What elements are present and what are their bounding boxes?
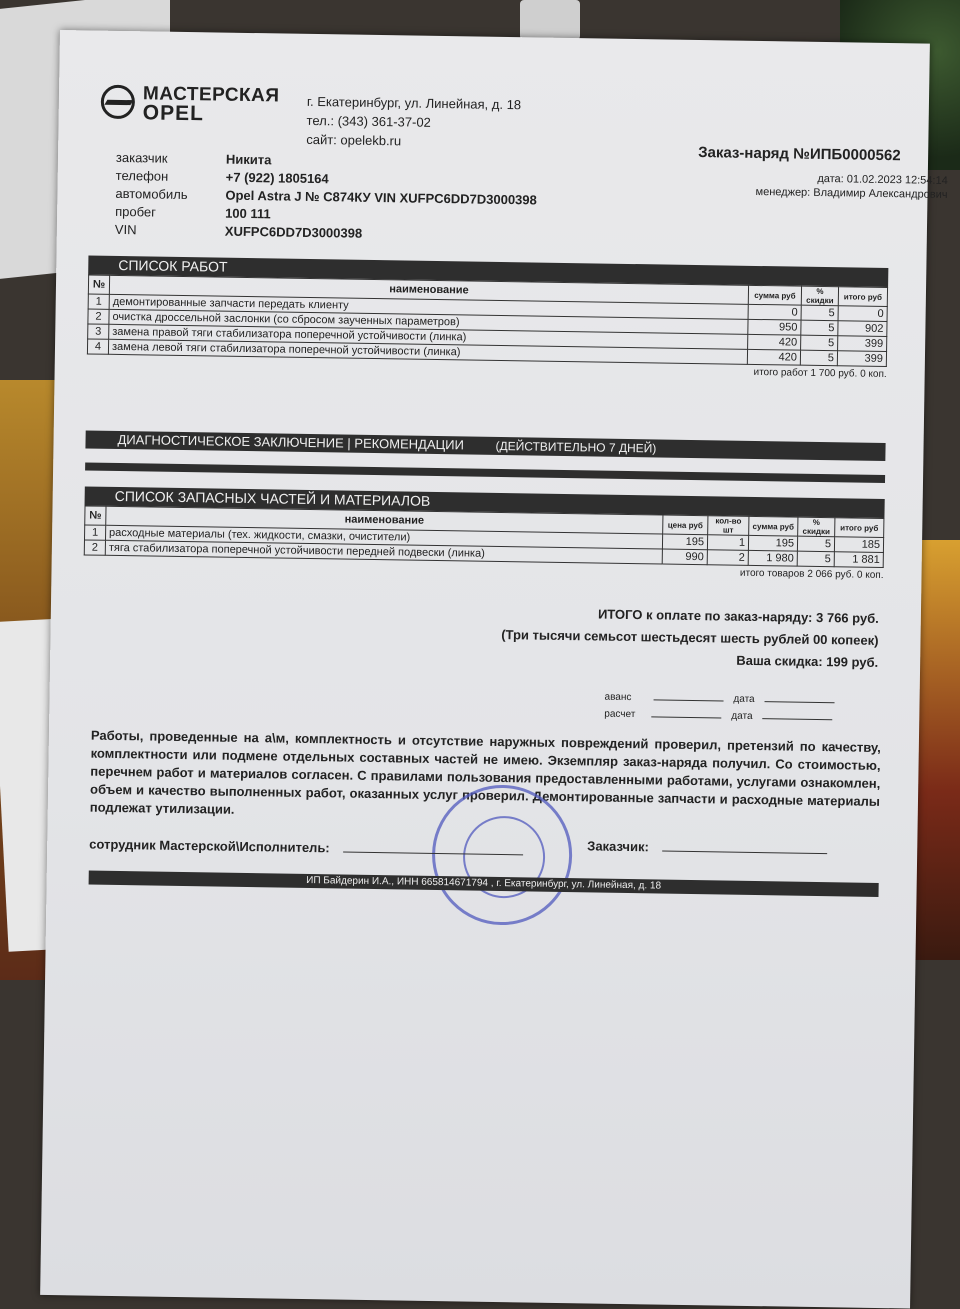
company-address: г. Екатеринбург, ул. Линейная, д. 18 bbox=[306, 93, 522, 113]
customer-car: Opel Astra J № С874КУ VIN XUFPC6DD7D3000398 bbox=[225, 187, 537, 208]
payment-settlement-line bbox=[651, 716, 721, 718]
parts-cell-disc: 5 bbox=[797, 536, 834, 552]
customer-signature bbox=[587, 838, 837, 857]
payment-settlement-date-label: дата bbox=[731, 710, 753, 722]
payment-settlement-date-line bbox=[763, 718, 833, 720]
works-cell-no: 4 bbox=[87, 339, 108, 354]
diagnostics-title: ДИАГНОСТИЧЕСКОЕ ЗАКЛЮЧЕНИЕ | РЕКОМЕНДАЦИИ bbox=[117, 431, 465, 453]
parts-cell-price: 990 bbox=[662, 549, 707, 565]
works-cell-sum: 420 bbox=[748, 334, 801, 350]
parts-cell-disc: 5 bbox=[797, 551, 834, 567]
payment-advance-date-line bbox=[765, 701, 835, 703]
label-vin: VIN bbox=[114, 221, 137, 238]
parts-table-wrapper bbox=[84, 505, 885, 581]
parts-col-no: № bbox=[85, 506, 106, 525]
customer-signature-line bbox=[662, 851, 827, 855]
summary-total: ИТОГО к оплате по заказ-наряду: 3 766 руб. bbox=[597, 606, 879, 626]
works-cell-total: 399 bbox=[838, 336, 887, 352]
works-cell-disc: 5 bbox=[800, 350, 837, 366]
works-cell-name: замена правой тяги стабилизатора поперечной устойчивости (линка) bbox=[109, 324, 748, 349]
customer-signature-label: Заказчик: bbox=[587, 838, 649, 855]
parts-col-name: наименование bbox=[106, 506, 663, 534]
employee-signature-label: сотрудник Мастерской\Исполнитель: bbox=[89, 836, 330, 856]
diagnostics-divider bbox=[85, 462, 885, 483]
works-table bbox=[87, 274, 888, 367]
employee-signature-line bbox=[343, 852, 523, 856]
company-logo bbox=[101, 83, 302, 126]
parts-cell-qty: 1 bbox=[707, 535, 748, 551]
document-footer: ИП Байдерин И.А., ИНН 665814671794 , г. Екатеринбург, ул. Линейная, д. 18 bbox=[89, 871, 879, 897]
works-cell-sum: 420 bbox=[747, 349, 800, 365]
customer-values bbox=[225, 151, 538, 246]
parts-cell-name: тяга стабилизатора поперечной устойчивости передней подвески (линка) bbox=[105, 540, 662, 564]
background-paper-clip bbox=[520, 0, 580, 40]
payment-advance-date-label: дата bbox=[733, 693, 755, 705]
works-cell-total: 0 bbox=[838, 306, 887, 322]
logo-text-line2: OPEL bbox=[142, 101, 205, 126]
parts-heading: СПИСОК ЗАПАСНЫХ ЧАСТЕЙ И МАТЕРИАЛОВ bbox=[85, 486, 885, 518]
works-cell-name: замена левой тяги стабилизатора поперечной устойчивости (линка) bbox=[108, 339, 747, 364]
works-cell-total: 399 bbox=[837, 351, 886, 367]
customer-vin: XUFPC6DD7D3000398 bbox=[224, 223, 363, 241]
parts-cell-no: 1 bbox=[84, 525, 105, 540]
parts-cell-total: 1 881 bbox=[834, 552, 883, 568]
summary-block bbox=[350, 600, 879, 674]
diagnostics-validity: (ДЕЙСТВИТЕЛЬНО 7 ДНЕЙ) bbox=[495, 438, 657, 456]
parts-col-disc: % скидки bbox=[798, 517, 835, 537]
summary-discount: Ваша скидка: 199 руб. bbox=[736, 652, 879, 670]
works-cell-no: 3 bbox=[88, 324, 109, 339]
works-total: итого работ 1 700 руб. 0 коп. bbox=[753, 366, 887, 381]
customer-phone: +7 (922) 1805164 bbox=[225, 169, 329, 187]
works-col-total: итого руб bbox=[838, 287, 887, 307]
order-date: дата: 01.02.2023 12:54:14 bbox=[817, 172, 948, 187]
works-col-name: наименование bbox=[109, 275, 748, 304]
work-order-document bbox=[40, 30, 948, 1309]
parts-col-total: итого руб bbox=[835, 518, 884, 538]
works-cell-total: 902 bbox=[838, 321, 887, 337]
label-phone: телефон bbox=[115, 167, 169, 184]
works-cell-sum: 950 bbox=[748, 319, 801, 335]
payment-advance-label: аванс bbox=[604, 691, 632, 704]
parts-col-price: цена руб bbox=[663, 515, 708, 535]
opel-logo-icon bbox=[101, 85, 136, 120]
works-cell-name: демонтированные запчасти передать клиенту bbox=[109, 294, 748, 319]
label-mileage: пробег bbox=[115, 203, 157, 220]
works-heading: СПИСОК РАБОТ bbox=[88, 255, 888, 287]
company-site: сайт: opelekb.ru bbox=[306, 131, 402, 149]
customer-name: Никита bbox=[225, 151, 272, 168]
parts-cell-price: 195 bbox=[662, 534, 707, 550]
works-col-sum: сумма руб bbox=[748, 285, 801, 305]
parts-col-sum: сумма руб bbox=[749, 516, 798, 536]
diagnostics-heading bbox=[85, 430, 885, 461]
order-title: Заказ-наряд №ИПБ0000562 bbox=[698, 144, 901, 165]
parts-col-qty: кол-во шт bbox=[708, 516, 749, 536]
customer-labels bbox=[115, 149, 189, 240]
payment-advance-line bbox=[653, 699, 723, 701]
works-cell-sum: 0 bbox=[748, 304, 801, 320]
logo-text-line1: МАСТЕРСКАЯ bbox=[142, 83, 280, 107]
label-car: автомобиль bbox=[115, 185, 188, 203]
parts-cell-name: расходные материалы (тех. жидкости, смазки, очистители) bbox=[105, 525, 662, 549]
works-table-wrapper bbox=[87, 274, 888, 380]
works-cell-name: очистка дроссельной заслонки (со сбросом заученных параметров) bbox=[109, 309, 748, 334]
parts-cell-sum: 1 980 bbox=[748, 550, 797, 566]
parts-total: итого товаров 2 066 руб. 0 коп. bbox=[739, 567, 884, 582]
summary-in-words: (Три тысячи семьсот шестьдесят шесть рублей 00 копеек) bbox=[501, 627, 879, 648]
company-phone: тел.: (343) 361-37-02 bbox=[306, 112, 431, 130]
parts-cell-total: 185 bbox=[834, 537, 883, 553]
works-col-no: № bbox=[88, 275, 109, 294]
company-contacts bbox=[306, 92, 521, 152]
customer-mileage: 100 111 bbox=[225, 205, 271, 222]
parts-cell-no: 2 bbox=[84, 540, 105, 555]
parts-cell-sum: 195 bbox=[748, 535, 797, 551]
works-cell-no: 1 bbox=[88, 294, 109, 309]
works-cell-disc: 5 bbox=[801, 320, 838, 336]
disclaimer-text: Работы, проведенные на а\м, комплектность и отсутствие наружных повреждений проверил, претензий по качеству, комплектности или подмене отдельных составных частей не имею. Экземпляр заказ-наряда получил. Со стоимостью, перечнем работ и материалов согласен. С правилами пользования предоставленными работами, услугами ознакомлен, объем и качество выполненных работ, оказанных услуг проверил. Демонтированные запчасти и расходные материалы подлежат утилизации. bbox=[89, 727, 881, 817]
works-cell-no: 2 bbox=[88, 309, 109, 324]
order-manager: менеджер: Владимир Александрович bbox=[755, 185, 948, 201]
payment-settlement-label: расчет bbox=[604, 708, 636, 721]
works-col-disc: % скидки bbox=[801, 286, 838, 306]
payment-block bbox=[604, 689, 904, 728]
parts-cell-qty: 2 bbox=[707, 550, 748, 566]
works-cell-disc: 5 bbox=[801, 305, 838, 321]
works-cell-disc: 5 bbox=[801, 335, 838, 351]
label-customer: заказчик bbox=[115, 149, 168, 166]
